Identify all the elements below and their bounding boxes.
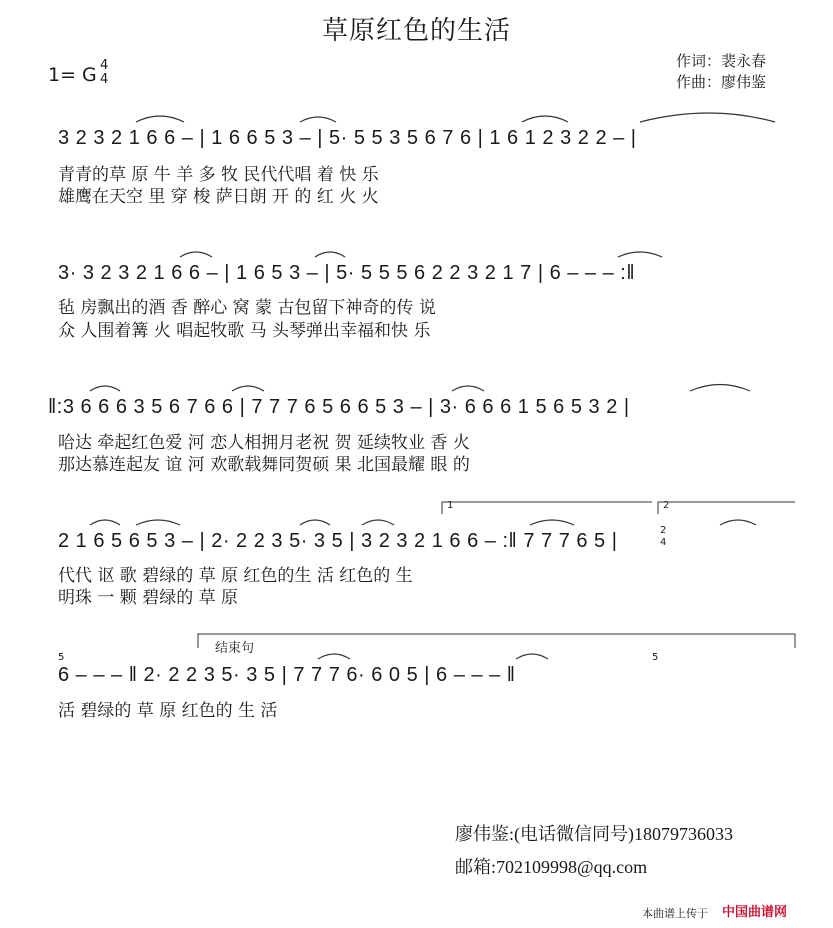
upload-note: 本曲谱上传于 — [642, 907, 708, 920]
site-logo: 中国曲谱网 — [722, 905, 788, 920]
system-2-lyric-verse-2: 众 人围着篝 火 唱起牧歌 马 头琴弹出幸福和快 乐 — [58, 321, 431, 341]
contact-phone: 廖伟鉴:(电话微信同号)18079736033 — [455, 824, 733, 844]
volta-1-bracket — [442, 502, 652, 514]
page-title: 草原红色的生活 — [321, 16, 511, 46]
coda-bracket — [198, 634, 795, 648]
meter-change-top: 2 — [660, 525, 667, 536]
slur — [300, 520, 330, 525]
slur — [720, 520, 756, 525]
composer-credit: 作曲：廖伟鉴 — [676, 73, 767, 91]
slur — [516, 654, 548, 659]
system-5-lyric-verse-1: 活 碧绿的 草 原 红色的 生 活 — [58, 701, 278, 721]
lyricist-credit: 作词：裴永春 — [676, 52, 767, 70]
volta-2-label: 2 — [663, 500, 670, 511]
volta-1-label: 1 — [447, 500, 454, 511]
slur — [318, 654, 350, 659]
system-1-lyric-verse-2: 雄鹰在天空 里 穿 梭 萨日朗 开 的 红 火 火 — [58, 187, 379, 207]
meter-change-bottom: 4 — [660, 537, 667, 548]
system-1-lyric-verse-1: 青青的草 原 牛 羊 多 牧 民代代唱 着 快 乐 — [58, 165, 379, 185]
slur — [530, 520, 574, 525]
system-4-notes: 2 1 6 5 6 5 3 – | 2· 2 2 3 5· 3 5 | 3 2 3 2 1 6 6 – :‖ 7 7 7 6 5 | — [58, 530, 618, 552]
grace-note-2: 5 — [652, 652, 659, 663]
slur — [522, 116, 568, 122]
system-4-lyric-verse-1: 代代 讴 歌 碧绿的 草 原 红色的生 活 红色的 生 — [58, 566, 413, 586]
slur — [315, 252, 345, 257]
system-3-lyric-verse-1: 哈达 牵起红色爱 河 恋人相拥月老祝 贺 延续牧业 香 火 — [58, 433, 470, 453]
grace-note-1: 5 — [58, 652, 65, 663]
slur — [90, 520, 120, 525]
slur — [618, 252, 662, 257]
volta-2-bracket — [658, 502, 795, 514]
slur — [232, 386, 264, 391]
system-4-lyric-verse-2: 明珠 一 颗 碧绿的 草 原 — [58, 588, 239, 608]
slur — [136, 520, 180, 525]
slur — [640, 113, 775, 122]
system-3-lyric-verse-2: 那达慕连起友 谊 河 欢歌载舞同贺硕 果 北国最耀 眼 的 — [58, 455, 470, 475]
system-3-notes: ‖:3 6 6 6 3 5 6 7 6 6 | 7 7 7 6 5 6 6 5 3 – | 3· 6 6 6 1 5 6 5 3 2 | — [48, 396, 630, 418]
system-5-notes: 6 – – – ‖ 2· 2 2 3 5· 3 5 | 7 7 7 6· 6 0 5 | 6 – – – ‖ — [58, 664, 516, 686]
system-2-notes: 3· 3 2 3 2 1 6 6 – | 1 6 5 3 – | 5· 5 5 5 6 2 2 3 2 1 7 | 6 – – – :‖ — [58, 262, 636, 284]
coda-label: 结束句 — [215, 641, 255, 656]
slur — [452, 386, 484, 391]
contact-email: 邮箱:702109998@qq.com — [455, 857, 648, 877]
system-1-notes: 3 2 3 2 1 6 6 – | 1 6 6 5 3 – | 5· 5 5 3 5 6 7 6 | 1 6 1 2 3 2 2 – | — [58, 127, 637, 149]
time-signature-bottom: 4 — [100, 72, 109, 87]
time-signature-top: 4 — [100, 58, 109, 73]
slur — [136, 116, 184, 122]
slur — [180, 252, 212, 257]
key-signature: 1= G — [48, 64, 97, 86]
slur — [300, 117, 336, 122]
system-2-lyric-verse-1: 毡 房飘出的酒 香 醉心 窝 蒙 古包留下神奇的传 说 — [58, 298, 436, 318]
slur — [90, 386, 120, 391]
slur — [362, 520, 394, 525]
slur — [690, 385, 750, 392]
